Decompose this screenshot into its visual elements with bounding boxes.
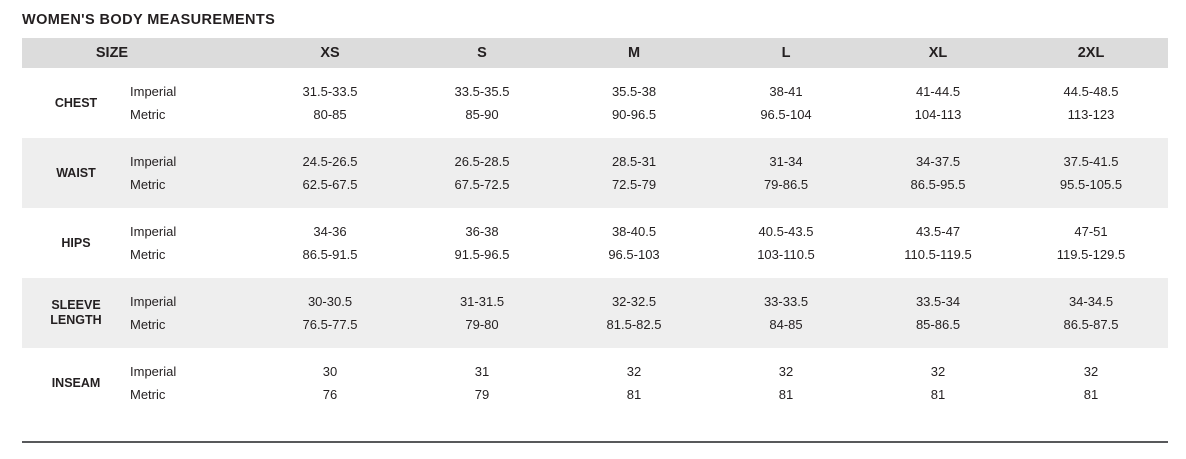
cell-hips-m bbox=[558, 208, 710, 278]
value-imperial: 32 bbox=[930, 364, 946, 379]
value-metric: 85-90 bbox=[465, 107, 499, 122]
value-metric: 81 bbox=[626, 387, 642, 402]
cell-inseam-xl bbox=[862, 348, 1014, 418]
value-imperial: 32 bbox=[626, 364, 642, 379]
cell-waist-xs bbox=[254, 138, 406, 208]
unit-label-metric: Metric bbox=[130, 317, 166, 332]
value-imperial: 44.5-48.5 bbox=[1063, 84, 1119, 99]
value-metric: 96.5-104 bbox=[760, 107, 812, 122]
value-imperial: 33-33.5 bbox=[763, 294, 809, 309]
cell-sleeve-2xl bbox=[1014, 278, 1168, 348]
value-imperial: 35.5-38 bbox=[611, 84, 657, 99]
value-imperial: 32 bbox=[1083, 364, 1099, 379]
value-metric: 62.5-67.5 bbox=[302, 177, 358, 192]
unit-label-imperial: Imperial bbox=[130, 154, 177, 169]
value-imperial: 24.5-26.5 bbox=[302, 154, 358, 169]
cell-hips-l bbox=[710, 208, 862, 278]
value-metric: 81 bbox=[1083, 387, 1099, 402]
cell-inseam-2xl bbox=[1014, 348, 1168, 418]
value-imperial: 31.5-33.5 bbox=[302, 84, 358, 99]
value-metric: 85-86.5 bbox=[915, 317, 961, 332]
cell-sleeve-l bbox=[710, 278, 862, 348]
value-metric: 67.5-72.5 bbox=[454, 177, 510, 192]
cell-inseam-s bbox=[406, 348, 558, 418]
table-row bbox=[22, 138, 1168, 208]
cell-sleeve-m bbox=[558, 278, 710, 348]
cell-waist-2xl bbox=[1014, 138, 1168, 208]
value-metric: 95.5-105.5 bbox=[1059, 177, 1123, 192]
cell-chest-l bbox=[710, 68, 862, 138]
body-measurements-table bbox=[22, 38, 1168, 418]
value-imperial: 47-51 bbox=[1074, 224, 1108, 239]
value-imperial: 34-34.5 bbox=[1068, 294, 1114, 309]
cell-chest-2xl bbox=[1014, 68, 1168, 138]
value-imperial: 31-31.5 bbox=[459, 294, 505, 309]
value-metric: 86.5-87.5 bbox=[1063, 317, 1119, 332]
value-imperial: 38-41 bbox=[769, 84, 803, 99]
unit-label-metric: Metric bbox=[130, 387, 166, 402]
cell-hips-xl bbox=[862, 208, 1014, 278]
value-imperial: 36-38 bbox=[465, 224, 499, 239]
table-row bbox=[22, 348, 1168, 418]
row-label-chest: CHEST bbox=[22, 68, 130, 138]
header-col-2xl: 2XL bbox=[1014, 38, 1168, 68]
value-metric: 119.5-129.5 bbox=[1056, 247, 1126, 262]
value-imperial: 37.5-41.5 bbox=[1063, 154, 1119, 169]
value-imperial: 40.5-43.5 bbox=[758, 224, 814, 239]
value-imperial: 30 bbox=[322, 364, 338, 379]
value-imperial: 33.5-35.5 bbox=[454, 84, 510, 99]
value-metric: 76 bbox=[322, 387, 338, 402]
cell-chest-xl bbox=[862, 68, 1014, 138]
value-imperial: 33.5-34 bbox=[915, 294, 961, 309]
value-metric: 90-96.5 bbox=[611, 107, 657, 122]
row-units-chest bbox=[130, 68, 254, 138]
value-imperial: 32-32.5 bbox=[611, 294, 657, 309]
value-metric: 79 bbox=[474, 387, 490, 402]
row-label-sleeve-length: SLEEVE LENGTH bbox=[22, 278, 130, 348]
value-metric: 79-86.5 bbox=[763, 177, 809, 192]
header-col-xs: XS bbox=[254, 38, 406, 68]
cell-sleeve-xs bbox=[254, 278, 406, 348]
unit-label-imperial: Imperial bbox=[130, 224, 177, 239]
unit-label-metric: Metric bbox=[130, 247, 166, 262]
row-label-inseam: INSEAM bbox=[22, 348, 130, 418]
value-metric: 72.5-79 bbox=[611, 177, 657, 192]
table-header-row bbox=[22, 38, 1168, 68]
value-imperial: 31-34 bbox=[769, 154, 803, 169]
value-metric: 104-113 bbox=[914, 107, 962, 122]
row-label-hips: HIPS bbox=[22, 208, 130, 278]
cell-hips-2xl bbox=[1014, 208, 1168, 278]
cell-inseam-l bbox=[710, 348, 862, 418]
value-metric: 80-85 bbox=[313, 107, 347, 122]
value-metric: 81 bbox=[930, 387, 946, 402]
value-metric: 86.5-95.5 bbox=[910, 177, 966, 192]
cell-hips-s bbox=[406, 208, 558, 278]
value-metric: 103-110.5 bbox=[757, 247, 815, 262]
value-imperial: 28.5-31 bbox=[611, 154, 657, 169]
cell-inseam-xs bbox=[254, 348, 406, 418]
value-imperial: 26.5-28.5 bbox=[454, 154, 510, 169]
row-units-waist bbox=[130, 138, 254, 208]
value-metric: 84-85 bbox=[769, 317, 803, 332]
row-label-waist: WAIST bbox=[22, 138, 130, 208]
header-col-xl: XL bbox=[862, 38, 1014, 68]
value-imperial: 34-37.5 bbox=[915, 154, 961, 169]
cell-waist-m bbox=[558, 138, 710, 208]
unit-label-imperial: Imperial bbox=[130, 294, 177, 309]
unit-label-imperial: Imperial bbox=[130, 364, 177, 379]
unit-label-metric: Metric bbox=[130, 107, 166, 122]
value-metric: 96.5-103 bbox=[608, 247, 660, 262]
header-col-s: S bbox=[406, 38, 558, 68]
table-row bbox=[22, 208, 1168, 278]
cell-chest-xs bbox=[254, 68, 406, 138]
value-metric: 113-123 bbox=[1067, 107, 1115, 122]
cell-waist-s bbox=[406, 138, 558, 208]
cell-chest-s bbox=[406, 68, 558, 138]
table-row bbox=[22, 278, 1168, 348]
value-metric: 76.5-77.5 bbox=[302, 317, 358, 332]
cell-sleeve-xl bbox=[862, 278, 1014, 348]
cell-chest-m bbox=[558, 68, 710, 138]
value-imperial: 32 bbox=[778, 364, 794, 379]
value-imperial: 30-30.5 bbox=[307, 294, 353, 309]
value-metric: 91.5-96.5 bbox=[454, 247, 510, 262]
value-metric: 81 bbox=[778, 387, 794, 402]
header-col-l: L bbox=[710, 38, 862, 68]
value-imperial: 34-36 bbox=[313, 224, 347, 239]
header-col-m: M bbox=[558, 38, 710, 68]
table-bottom-rule bbox=[22, 441, 1168, 443]
cell-waist-xl bbox=[862, 138, 1014, 208]
row-units-hips bbox=[130, 208, 254, 278]
cell-sleeve-s bbox=[406, 278, 558, 348]
unit-label-metric: Metric bbox=[130, 177, 166, 192]
value-metric: 86.5-91.5 bbox=[302, 247, 358, 262]
cell-waist-l bbox=[710, 138, 862, 208]
page-title: WOMEN'S BODY MEASUREMENTS bbox=[22, 12, 276, 28]
value-imperial: 31 bbox=[474, 364, 490, 379]
row-units-sleeve-length bbox=[130, 278, 254, 348]
value-metric: 79-80 bbox=[465, 317, 499, 332]
unit-label-imperial: Imperial bbox=[130, 84, 177, 99]
value-imperial: 38-40.5 bbox=[611, 224, 657, 239]
cell-inseam-m bbox=[558, 348, 710, 418]
value-imperial: 43.5-47 bbox=[915, 224, 961, 239]
value-metric: 110.5-119.5 bbox=[904, 247, 972, 262]
header-size-cell bbox=[22, 38, 254, 68]
value-metric: 81.5-82.5 bbox=[606, 317, 662, 332]
value-imperial: 41-44.5 bbox=[915, 84, 961, 99]
row-units-inseam bbox=[130, 348, 254, 418]
header-size-label: SIZE bbox=[95, 45, 129, 61]
table-row bbox=[22, 68, 1168, 138]
cell-hips-xs bbox=[254, 208, 406, 278]
